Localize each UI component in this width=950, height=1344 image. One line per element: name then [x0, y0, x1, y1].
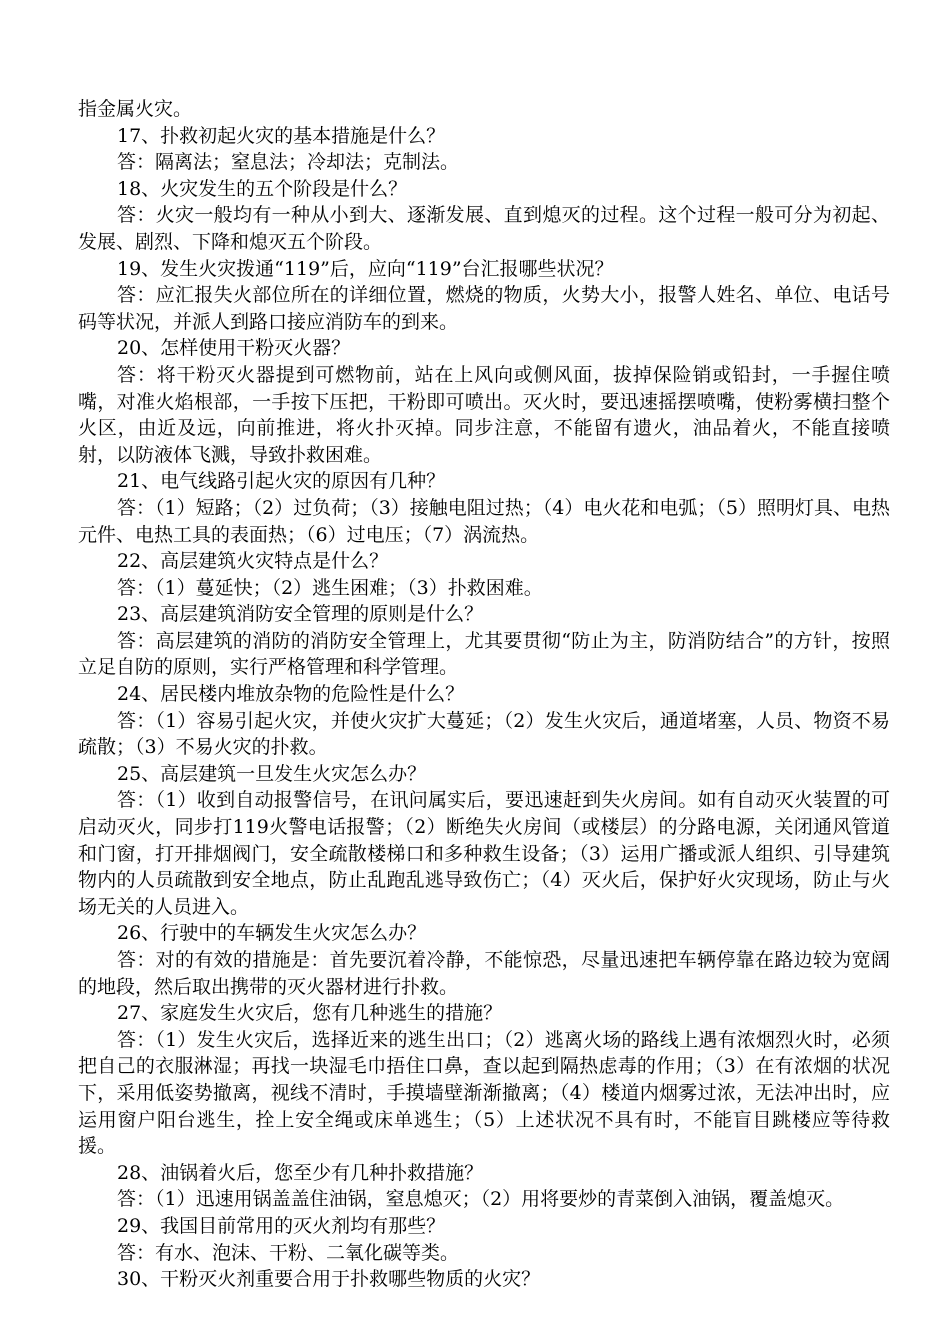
answer-22: 答：（1）蔓延快；（2）逃生困难；（3）扑救困难。 [117, 576, 543, 599]
answer-27: 答：（1）发生火灾后，选择近来的逃生出口；（2）逃离火场的路线上遇有浓烟烈火时，必须把自己的衣服淋湿；再找一块湿毛巾捂住口鼻，查以起到隔热虑毒的作用；（3）在有浓烟的状况下，采用低姿势撤离，视线不清时，手摸墙壁渐渐撤离；（4）楼道内烟雾过浓，无法冲出时，应运用窗户阳台逃生，拴上安全绳或床单逃生；（5）上述状况不具有时，不能盲目跳楼应等待救援。 [78, 1028, 890, 1158]
question-22: 22、高层建筑火灾特点是什么？ [117, 550, 389, 573]
answer-17: 答：隔离法；窒息法；冷却法；克制法。 [117, 151, 460, 174]
answer-26: 答：对的有效的措施是：首先要沉着冷静，不能惊恐，尽量迅速把车辆停靠在路边较为宽阔的地段，然后取出携带的灭火器材进行扑救。 [78, 949, 890, 998]
question-28: 28、油锅着火后，您至少有几种扑救措施？ [117, 1161, 484, 1184]
answer-19: 答：应汇报失火部位所在的详细位置，燃烧的物质，火势大小，报警人姓名、单位、电话号码等状况，并派人到路口接应消防车的到来。 [78, 284, 890, 333]
answer-24: 答：（1）容易引起火灾，并使火灾扩大蔓延；（2）发生火灾后，通道堵塞，人员、物资不易疏散；（3）不易火灾的扑救。 [78, 709, 890, 759]
answer-21: 答：（1）短路；（2）过负荷；（3）接触电阻过热；（4）电火花和电弧；（5）照明灯具、电热元件、电热工具的表面热；（6）过电压；（7）涡流热。 [78, 496, 890, 546]
answer-28: 答：（1）迅速用锅盖盖住油锅，窒息熄灭；（2）用将要炒的青菜倒入油锅，覆盖熄灭。 [117, 1188, 845, 1211]
question-20: 20、怎样使用干粉灭火器？ [117, 337, 351, 360]
question-21: 21、电气线路引起火灾的原因有几种？ [117, 470, 446, 493]
answer-23: 答：高层建筑的消防的消防安全管理上，尤其要贯彻“防止为主，防消防结合”的方针，按照立足自防的原则，实行严格管理和科学管理。 [78, 629, 890, 679]
answer-25: 答：（1）收到自动报警信号，在讯问属实后，要迅速赶到失火房间。如有自动灭火装置的可启动灭火，同步打119火警电话报警；（2）断绝失火房间（或楼层）的分路电源，关闭通风管道和门窗，打开排烟阀门，安全疏散楼梯口和多种救生设备；（3）运用广播或派人组织、引导建筑物内的人员疏散到安全地点，防止乱跑乱逃导致伤亡；（4）灭火后，保护好火灾现场，防止与火场无关的人员进入。 [78, 789, 890, 918]
question-23: 23、高层建筑消防安全管理的原则是什么？ [117, 603, 484, 626]
question-25: 25、高层建筑一旦发生火灾怎么办？ [117, 762, 427, 785]
question-29: 29、我国目前常用的灭火剂均有那些？ [117, 1214, 446, 1237]
answer-20: 答：将干粉灭火器提到可燃物前，站在上风向或侧风面，拔掉保险销或铅封，一手握住喷嘴，对准火焰根部，一手按下压把，干粉即可喷出。灭火时，要迅速摇摆喷嘴，使粉雾横扫整个火区，由近及远，向前推进，将火扑灭掉。同步注意，不能留有遗火，油品着火，不能直接喷射，以防液体飞溅，导致扑救困难。 [78, 363, 890, 466]
paragraph-continuation: 指金属火灾。 [78, 98, 193, 120]
question-24: 24、居民楼内堆放杂物的危险性是什么？ [117, 683, 465, 706]
question-26: 26、行驶中的车辆发生火灾怎么办？ [117, 922, 427, 945]
question-18: 18、火灾发生的五个阶段是什么？ [117, 177, 408, 200]
question-27: 27、家庭发生火灾后，您有几种逃生的措施？ [117, 1002, 503, 1025]
question-17: 17、扑救初起火灾的基本措施是什么？ [117, 124, 446, 147]
question-30: 30、干粉灭火剂重要合用于扑救哪些物质的火灾？ [117, 1268, 541, 1291]
answer-18: 答：火灾一般均有一种从小到大、逐渐发展、直到熄灭的过程。这个过程一般可分为初起、发展、剧烈、下降和熄灭五个阶段。 [78, 204, 890, 253]
question-19: 19、发生火灾拨通“119”后，应向“119”台汇报哪些状况？ [117, 257, 614, 280]
document-body [78, 96, 890, 1293]
answer-29: 答：有水、泡沫、干粉、二氧化碳等类。 [117, 1241, 460, 1264]
